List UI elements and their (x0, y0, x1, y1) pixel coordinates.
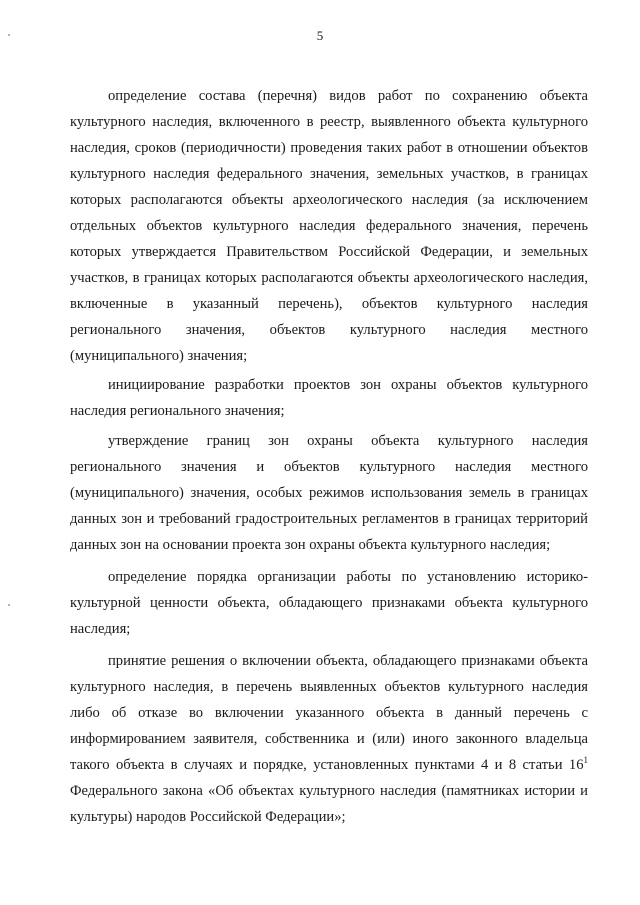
article-superscript: 1 (583, 755, 588, 765)
paragraph-protection-zones-initiation: инициирование разработки проектов зон охраны объектов культурного наследия регионального значения; (70, 377, 588, 419)
paragraph-inclusion-decision (70, 648, 588, 830)
scan-artifact-mark (8, 604, 10, 606)
scan-artifact-mark (8, 34, 10, 36)
paragraph-inclusion-decision-tail: Федерального закона «Об объектах культурного наследия (памятниках истории и культуры) народов Российской Федерации»; (70, 783, 588, 825)
document-body (70, 83, 588, 835)
paragraph-work-composition: определение состава (перечня) видов работ по сохранению объекта культурного наследия, включенного в реестр, выявленного объекта культурного наследия, сроков (периодичности) проведения таких работ в отношении объектов культурного наследия федерального значения, земельных участков, в границах которых располагаются объекты археологического наследия (за исключением отдельных объектов культурного наследия федерального значения, перечень которых утверждается Правительством Российской Федерации, и земельных участков, в границах которых располагаются объекты археологического наследия, включенные в указанный перечень), объектов культурного наследия регионального значения, объектов культурного наследия местного (муниципального) значения; (70, 88, 588, 364)
page-number: 5 (316, 28, 324, 43)
paragraph-historical-value-procedure: определение порядка организации работы по установлению историко-культурной ценности объекта, обладающего признаками объекта культурного наследия; (70, 569, 588, 637)
paragraph-inclusion-decision-text: принятие решения о включении объекта, обладающего признаками объекта культурного наследия, в перечень выявленных объектов культурного наследия либо об отказе во включении указанного объекта в данный перечень с информированием заявителя, собственника и (или) иного законного владельца такого объекта в случаях и порядке, установленных пунктами 4 и 8 статьи 16 (70, 653, 588, 773)
paragraph-protection-zones-approval: утверждение границ зон охраны объекта культурного наследия регионального значения и объектов культурного наследия местного (муниципального) значения, особых режимов использования земель в границах данных зон и требований градостроительных регламентов в границах территорий данных зон на основании проекта зон охраны объекта культурного наследия; (70, 433, 588, 553)
